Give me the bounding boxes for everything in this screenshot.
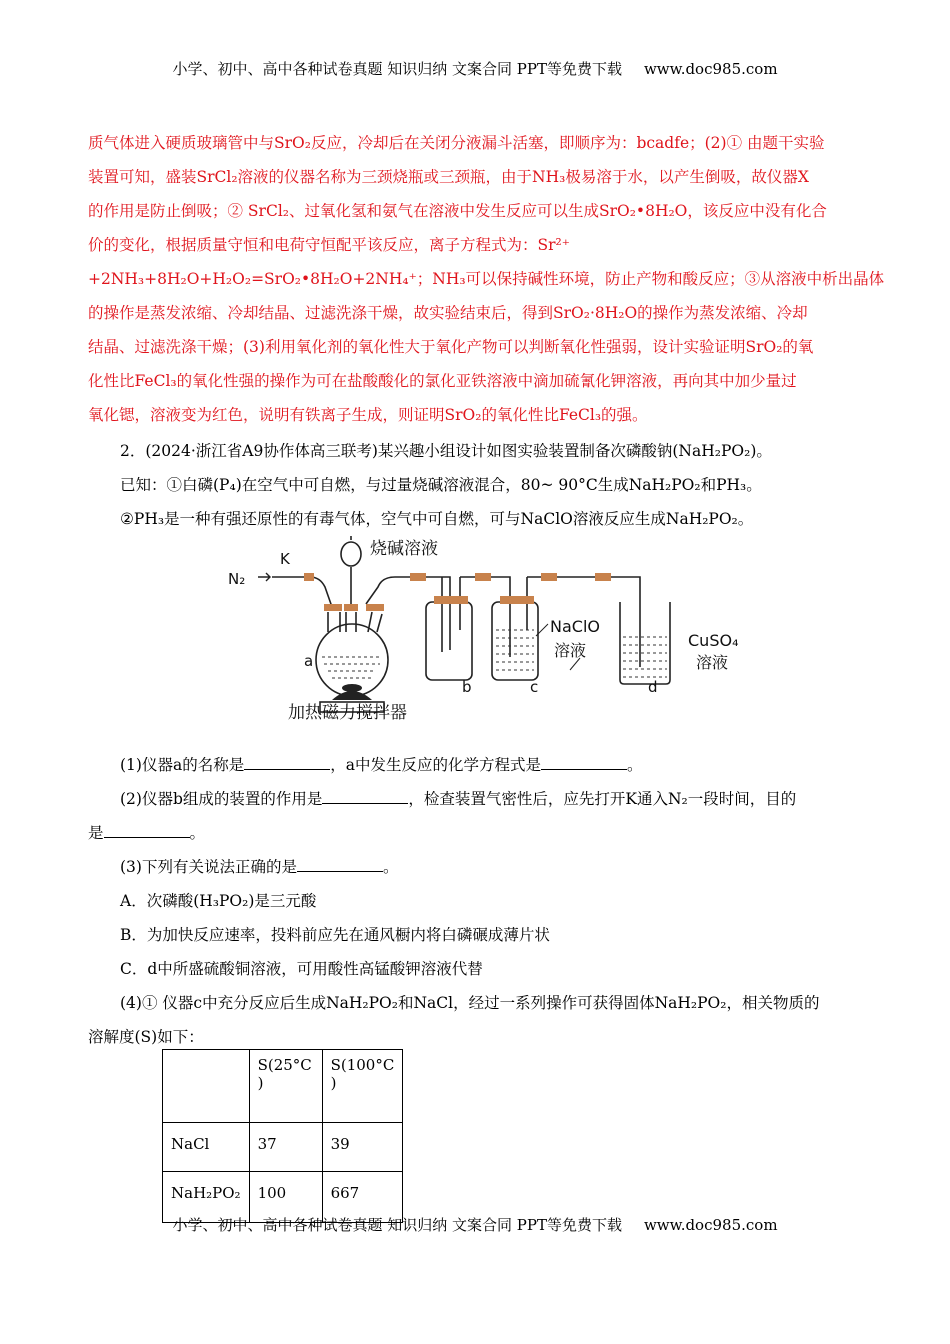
naclo-label: NaClO: [550, 617, 600, 636]
question-4: (4)① 仪器c中充分反应后生成NaH₂PO₂和NaCl，经过一系列操作可获得固体NaH₂PO₂，相关物质的: [120, 994, 820, 1012]
table-cell: 37: [249, 1123, 322, 1172]
answer-blank[interactable]: [322, 787, 408, 804]
apparatus-diagram: [220, 532, 780, 732]
c-label: c: [530, 678, 539, 696]
answer-blank[interactable]: [104, 821, 190, 838]
table-cell: S(100°C ): [322, 1050, 403, 1123]
footer-site[interactable]: www.doc985.com: [643, 1216, 778, 1234]
a-label: a: [304, 652, 314, 670]
question-3: (3)下列有关说法正确的是 。: [88, 850, 864, 884]
table-cell: S(25°C ): [249, 1050, 322, 1123]
question-2-cont: 是 。: [88, 816, 864, 850]
answer-line: 结晶、过滤洗涤干燥；(3)利用氧化剂的氧化性大于氧化产物可以判断氧化性强弱，设计实验证明SrO₂的氧: [88, 338, 814, 356]
naclo-solution-label: 溶液: [554, 641, 587, 660]
table-row: [163, 1050, 403, 1123]
answer-line: +2NH₃+8H₂O+H₂O₂=SrO₂•8H₂O+2NH₄⁺；NH₃可以保持碱性环境，防止产物和酸反应；③从溶液中析出晶体: [88, 270, 885, 288]
answer-line: 质气体进入硬质玻璃管中与SrO₂反应，冷却后在关闭分液漏斗活塞，即顺序为：bcadfe；(2)① 由题干实验: [88, 134, 825, 152]
answer-blank[interactable]: [541, 753, 627, 770]
header-text: 小学、初中、高中各种试卷真题 知识归纳 文案合同 PPT等免费下载: [172, 60, 622, 78]
question-4-cont: 溶解度(S)如下：: [88, 1028, 204, 1046]
answer-line: 价的变化，根据质量守恒和电荷守恒配平该反应，离子方程式为：Sr²⁺: [88, 236, 570, 254]
solubility-table: [162, 1049, 403, 1223]
answer-blank[interactable]: [244, 753, 330, 770]
question-intro: [88, 434, 864, 536]
option-b: B．为加快反应速率，投料前应先在通风橱内将白磷碾成薄片状: [120, 926, 550, 944]
answer-blank[interactable]: [297, 855, 383, 872]
table-cell: NaCl: [163, 1123, 250, 1172]
n2-label: N₂: [228, 570, 246, 588]
b-label: b: [462, 678, 472, 696]
table-cell: 667: [322, 1172, 403, 1223]
cuso4-solution-label: 溶液: [696, 653, 729, 672]
table-cell: NaH₂PO₂: [163, 1172, 250, 1223]
cuso4-label: CuSO₄: [688, 631, 739, 650]
option-a: A．次磷酸(H₃PO₂)是三元酸: [120, 892, 317, 910]
questions: [88, 748, 864, 1054]
known-fact-2: ②PH₃是一种有强还原性的有毒气体，空气中可自燃，可与NaClO溶液反应生成NaH₂PO₂。: [120, 510, 754, 528]
answer-line: 的作用是防止倒吸；② SrCl₂、过氧化氢和氨气在溶液中发生反应可以生成SrO₂•8H₂O，该反应中没有化合: [88, 202, 827, 220]
table-row: [163, 1123, 403, 1172]
question-title: 2．(2024·浙江省A9协作体高三联考)某兴趣小组设计如图实验装置制备次磷酸钠(NaH₂PO₂)。: [120, 442, 772, 460]
table-cell: [163, 1050, 250, 1123]
option-c: C．d中所盛硫酸铜溶液，可用酸性高锰酸钾溶液代替: [120, 960, 483, 978]
known-fact-1: 已知：①白磷(P₄)在空气中可自燃，与过量烧碱溶液混合，80~ 90°C生成NaH₂PO₂和PH₃。: [120, 476, 762, 494]
answer-line: 氧化锶，溶液变为红色，说明有铁离子生成，则证明SrO₂的氧化性比FeCl₃的强。: [88, 406, 648, 424]
answer-line: 装置可知，盛装SrCl₂溶液的仪器名称为三颈烧瓶或三颈瓶，由于NH₃极易溶于水，以产生倒吸，故仪器X: [88, 168, 809, 186]
table-cell: 39: [322, 1123, 403, 1172]
table-cell: 100: [249, 1172, 322, 1223]
question-1: (1)仪器a的名称是 ，a中发生反应的化学方程式是 。: [88, 748, 864, 782]
stirrer-label: 加热磁力搅拌器: [288, 703, 407, 723]
answer-line: 的操作是蒸发浓缩、冷却结晶、过滤洗涤干燥，故实验结束后，得到SrO₂·8H₂O的操作为蒸发浓缩、冷却: [88, 304, 808, 322]
answer-explanation: [88, 126, 885, 432]
page-footer: [0, 1214, 950, 1235]
answer-line: 化性比FeCl₃的氧化性强的操作为可在盐酸酸化的氯化亚铁溶液中滴加硫氰化钾溶液，再向其中加少量过: [88, 372, 797, 390]
k-label: K: [280, 550, 290, 568]
question-2: (2)仪器b组成的装置的作用是 ，检查装置气密性后，应先打开K通入N₂一段时间，目的: [88, 782, 864, 816]
d-label: d: [648, 678, 658, 696]
header-site[interactable]: www.doc985.com: [643, 60, 778, 78]
naoh-label: 烧碱溶液: [370, 539, 438, 559]
footer-text: 小学、初中、高中各种试卷真题 知识归纳 文案合同 PPT等免费下载: [172, 1216, 622, 1234]
page-header: [0, 58, 950, 79]
